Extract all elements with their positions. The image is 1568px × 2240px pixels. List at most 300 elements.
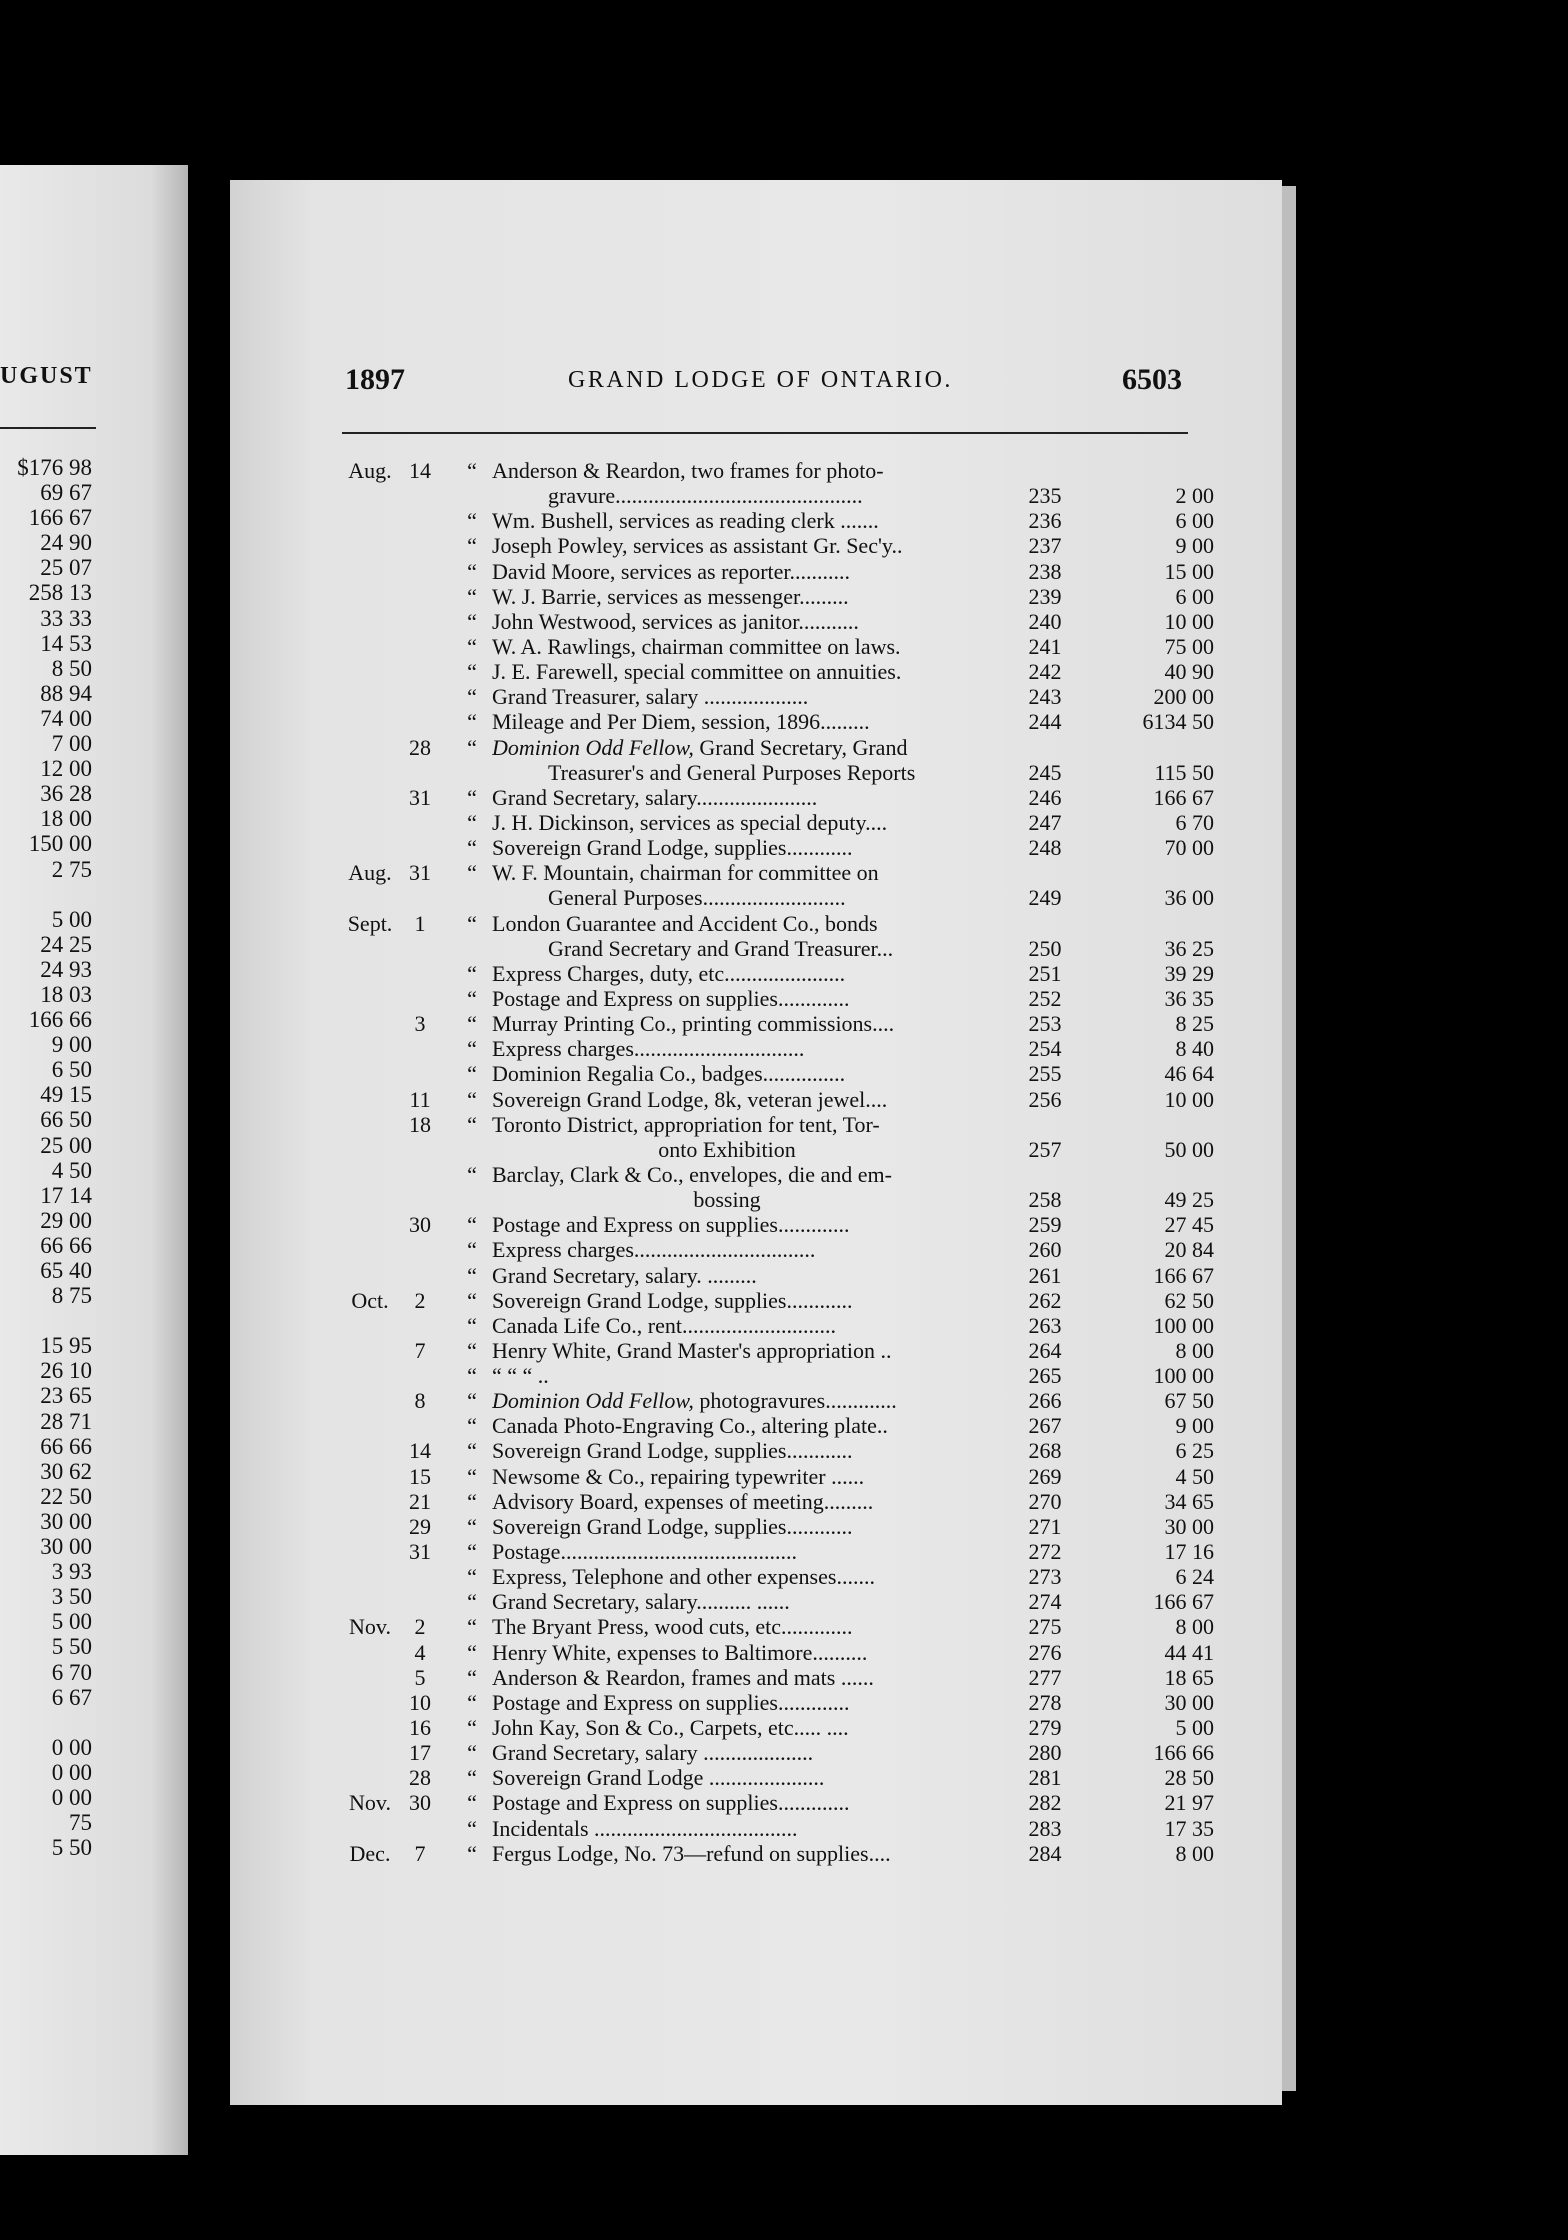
entry-description (492, 559, 1062, 584)
page-gutter (188, 150, 230, 2160)
left-amount: 28 71 (40, 1408, 92, 1434)
ledger-row (230, 1790, 1282, 1815)
ledger-row (230, 1087, 1282, 1112)
entry-voucher-number: 284 (1028, 1840, 1062, 1866)
entry-voucher-number: 269 (1028, 1463, 1062, 1489)
entry-description (492, 1816, 1062, 1841)
entry-day: 1 (414, 910, 426, 936)
entry-amount: 27 45 (1164, 1212, 1214, 1238)
ledger-row (230, 634, 1282, 659)
entry-amount: 15 00 (1164, 558, 1214, 584)
entry-ditto-mark: “ (467, 1388, 477, 1414)
ledger-row (230, 1212, 1282, 1237)
entry-description-text: bossing (693, 1187, 761, 1213)
entry-day: 7 (414, 1840, 426, 1866)
ledger-row (230, 911, 1282, 936)
ledger-row (230, 458, 1282, 483)
ledger-row (230, 735, 1282, 760)
entry-description (492, 1061, 1062, 1086)
left-amount: 5 50 (51, 1634, 92, 1660)
entry-ditto-mark: “ (467, 1513, 477, 1539)
entry-description-text: Express, Telephone and other expenses....... (492, 1564, 875, 1590)
ledger-row (230, 785, 1282, 810)
page-year: 1897 (345, 363, 405, 396)
entry-description-text: Henry White, Grand Master's appropriation .. (492, 1337, 892, 1363)
entry-amount: 6 00 (1175, 583, 1214, 609)
entry-description (492, 1087, 1062, 1112)
entry-description-text: Toronto District, appropriation for tent, Tor- (492, 1111, 880, 1137)
entry-day: 30 (409, 1212, 431, 1238)
ledger-page (230, 180, 1282, 2105)
entry-ditto-mark: “ (467, 558, 477, 584)
entry-description-text: gravure............................................. (548, 483, 863, 509)
entry-ditto-mark: “ (467, 633, 477, 659)
entry-description (492, 1464, 1062, 1489)
ledger-row (230, 1263, 1282, 1288)
left-amount: 30 62 (40, 1458, 92, 1484)
entry-ditto-mark: “ (467, 910, 477, 936)
entry-amount: 18 65 (1164, 1664, 1214, 1690)
entry-voucher-number: 279 (1028, 1715, 1062, 1741)
entry-voucher-number: 243 (1028, 684, 1062, 710)
ledger-row (230, 810, 1282, 835)
left-amount: 17 14 (40, 1182, 92, 1208)
entry-ditto-mark: “ (467, 1664, 477, 1690)
entry-description (492, 1237, 1062, 1262)
entry-amount: 17 16 (1164, 1539, 1214, 1565)
left-amount: 166 66 (28, 1007, 92, 1033)
left-amount: 74 00 (40, 705, 92, 731)
entry-ditto-mark: “ (467, 458, 477, 483)
entry-description-text: Murray Printing Co., printing commissions.... (492, 1011, 895, 1037)
entry-description (492, 1137, 962, 1162)
entry-description (492, 684, 1062, 709)
entry-day: 18 (409, 1111, 431, 1137)
ledger-row (230, 885, 1282, 910)
entry-description (492, 1740, 1062, 1765)
entry-description-text: onto Exhibition (658, 1136, 796, 1162)
entry-voucher-number: 259 (1028, 1212, 1062, 1238)
left-amount: 24 90 (40, 530, 92, 556)
left-amount: 4 50 (51, 1157, 92, 1183)
entry-voucher-number: 244 (1028, 709, 1062, 735)
left-amount: 25 00 (40, 1132, 92, 1158)
entry-ditto-mark: “ (467, 809, 477, 835)
ledger-row (230, 1614, 1282, 1639)
entry-description-text: “ “ “ .. (492, 1363, 549, 1389)
entry-amount: 17 35 (1164, 1815, 1214, 1841)
entry-description-text: General Purposes.......................... (548, 885, 846, 911)
entry-description (492, 1665, 1062, 1690)
entry-voucher-number: 258 (1028, 1187, 1062, 1213)
ledger-row (230, 1740, 1282, 1765)
page-header (230, 363, 1282, 403)
entry-voucher-number: 263 (1028, 1312, 1062, 1338)
left-amount: 65 40 (40, 1258, 92, 1283)
left-amount (17, 1710, 92, 1735)
left-amount: 18 03 (40, 981, 92, 1007)
entry-ditto-mark: “ (467, 1413, 477, 1439)
entry-amount: 10 00 (1164, 1086, 1214, 1112)
entry-description-text: Postage and Express on supplies............. (492, 1790, 850, 1816)
left-amount: 8 50 (51, 655, 92, 681)
left-amount: 5 50 (51, 1835, 92, 1861)
left-page-rule (0, 427, 96, 429)
entry-amount: 6 25 (1175, 1438, 1214, 1464)
entry-description-text: John Westwood, services as janitor........... (492, 608, 859, 634)
entry-ditto-mark: “ (467, 1086, 477, 1112)
ledger-row (230, 559, 1282, 584)
ledger-row (230, 1564, 1282, 1589)
entry-description (492, 1187, 962, 1212)
entry-day: 16 (409, 1715, 431, 1741)
entry-description-text: Postage and Express on supplies............. (492, 985, 850, 1011)
ledger-row (230, 1690, 1282, 1715)
entry-description (492, 1640, 1062, 1665)
entry-amount: 8 00 (1175, 1337, 1214, 1363)
entry-ditto-mark: “ (467, 1840, 477, 1866)
entry-ditto-mark: “ (467, 1061, 477, 1087)
entry-voucher-number: 268 (1028, 1438, 1062, 1464)
entry-description (492, 1564, 1062, 1589)
entry-description-text: Sovereign Grand Lodge, 8k, veteran jewel.... (492, 1086, 888, 1112)
entry-description-text: Grand Secretary, Grand (693, 734, 908, 760)
left-amount: 22 50 (40, 1483, 92, 1509)
entry-ditto-mark: “ (467, 1790, 477, 1816)
left-amount: 14 53 (40, 630, 92, 656)
entry-voucher-number: 267 (1028, 1413, 1062, 1439)
entry-amount: 4 50 (1175, 1463, 1214, 1489)
entry-amount: 100 00 (1153, 1312, 1214, 1338)
entry-description-text: Wm. Bushell, services as reading clerk ....... (492, 508, 879, 534)
left-amount: 258 13 (28, 580, 92, 606)
entry-description-text: Sovereign Grand Lodge ..................... (492, 1765, 825, 1791)
entry-description-text: Postage........................................... (492, 1539, 797, 1565)
entry-description (492, 1514, 1062, 1539)
entry-voucher-number: 245 (1028, 759, 1062, 785)
entry-day: 30 (409, 1790, 431, 1816)
left-amount: 7 00 (51, 731, 92, 757)
entry-amount: 6 00 (1175, 508, 1214, 534)
left-amount: 9 00 (51, 1032, 92, 1058)
left-amount: 33 33 (40, 605, 92, 631)
ledger-row (230, 1589, 1282, 1614)
entry-description (492, 1539, 1062, 1564)
left-amount: 29 00 (40, 1207, 92, 1233)
entry-amount: 36 00 (1164, 885, 1214, 911)
entry-description (492, 835, 1062, 860)
entry-description (492, 659, 1062, 684)
ledger-row (230, 1187, 1282, 1212)
left-amount: 5 00 (51, 906, 92, 932)
entry-ditto-mark: “ (467, 1312, 477, 1338)
entry-amount: 10 00 (1164, 608, 1214, 634)
entry-day: 29 (409, 1513, 431, 1539)
entry-day: 14 (409, 1438, 431, 1464)
left-amount: 24 93 (40, 956, 92, 982)
entry-description-text: Canada Life Co., rent............................ (492, 1312, 836, 1338)
ledger-row (230, 508, 1282, 533)
left-amount: 75 (69, 1810, 92, 1836)
entry-voucher-number: 238 (1028, 558, 1062, 584)
entry-description-text: Incidentals ..................................... (492, 1815, 798, 1841)
entry-description-text: The Bryant Press, wood cuts, etc............. (492, 1614, 853, 1640)
entry-amount: 21 97 (1164, 1790, 1214, 1816)
entry-amount: 67 50 (1164, 1388, 1214, 1414)
entry-voucher-number: 283 (1028, 1815, 1062, 1841)
entry-description (492, 1036, 1062, 1061)
left-amount: 8 75 (51, 1283, 92, 1309)
entry-ditto-mark: “ (467, 533, 477, 559)
ledger-row (230, 1237, 1282, 1262)
entry-ditto-mark: “ (467, 734, 477, 760)
entry-description (492, 1011, 1062, 1036)
entry-amount: 8 40 (1175, 1036, 1214, 1062)
entry-day: 28 (409, 1765, 431, 1791)
entry-publication-title: Dominion Odd Fellow, (492, 734, 694, 760)
entry-month: Sept. (347, 910, 393, 936)
left-amount: 30 00 (40, 1534, 92, 1560)
entry-day: 31 (409, 860, 431, 886)
entry-voucher-number: 240 (1028, 608, 1062, 634)
entry-ditto-mark: “ (467, 583, 477, 609)
entry-ditto-mark: “ (467, 1815, 477, 1841)
entry-voucher-number: 257 (1028, 1136, 1062, 1162)
entry-voucher-number: 255 (1028, 1061, 1062, 1087)
entry-voucher-number: 236 (1028, 508, 1062, 534)
entry-amount: 39 29 (1164, 960, 1214, 986)
ledger-row (230, 1162, 1282, 1187)
entry-day: 2 (414, 1614, 426, 1640)
left-amount (17, 1308, 92, 1333)
entry-amount: 166 67 (1153, 1589, 1214, 1615)
entry-voucher-number: 271 (1028, 1513, 1062, 1539)
entry-amount: 8 00 (1175, 1614, 1214, 1640)
ledger-row (230, 1539, 1282, 1564)
left-amount: 66 66 (40, 1232, 92, 1258)
entry-voucher-number: 272 (1028, 1539, 1062, 1565)
ledger-row (230, 1489, 1282, 1514)
left-amount: 69 67 (40, 480, 92, 506)
entry-description (492, 1715, 1062, 1740)
entry-description (492, 1589, 1062, 1614)
left-amount: 25 07 (40, 555, 92, 581)
entry-day: 8 (414, 1388, 426, 1414)
ledger-row (230, 860, 1282, 885)
entry-description-text: Barclay, Clark & Co., envelopes, die and em- (492, 1161, 892, 1187)
ledger-row (230, 1036, 1282, 1061)
entry-description-text: Newsome & Co., repairing typewriter ...... (492, 1463, 865, 1489)
entry-description-text: photogravures............. (693, 1388, 897, 1414)
entry-description (492, 810, 1062, 835)
entry-amount: 46 64 (1164, 1061, 1214, 1087)
entry-ditto-mark: “ (467, 1488, 477, 1514)
entry-description (492, 986, 1062, 1011)
entry-description (492, 961, 1062, 986)
entry-voucher-number: 277 (1028, 1664, 1062, 1690)
left-amount: 24 25 (40, 931, 92, 957)
entry-amount: 115 50 (1154, 759, 1214, 785)
entry-ditto-mark: “ (467, 1715, 477, 1741)
entry-ditto-mark: “ (467, 1287, 477, 1313)
left-amount: 23 65 (40, 1383, 92, 1409)
entry-amount: 8 25 (1175, 1011, 1214, 1037)
entry-description (492, 1313, 1062, 1338)
left-page-amounts (17, 455, 92, 1860)
entry-publication-title: Dominion Odd Fellow, (492, 1388, 694, 1414)
entry-description-text: W. A. Rawlings, chairman committee on laws. (492, 633, 901, 659)
left-amount: 2 75 (51, 856, 92, 882)
entry-description (492, 1690, 1062, 1715)
left-amount: 66 66 (40, 1433, 92, 1459)
entry-description (492, 634, 1062, 659)
entry-ditto-mark: “ (467, 1337, 477, 1363)
entry-voucher-number: 237 (1028, 533, 1062, 559)
entry-voucher-number: 242 (1028, 659, 1062, 685)
entry-description (492, 1438, 1062, 1463)
entry-day: 4 (414, 1639, 426, 1665)
page-title: GRAND LODGE OF ONTARIO. (568, 367, 953, 393)
entry-ditto-mark: “ (467, 659, 477, 685)
entry-description-text: London Guarantee and Accident Co., bonds (492, 910, 878, 936)
entry-description (492, 1363, 1062, 1388)
entry-description-text: W. F. Mountain, chairman for committee on (492, 860, 879, 886)
entry-day: 31 (409, 784, 431, 810)
entry-amount: 166 66 (1153, 1740, 1214, 1766)
entry-description (492, 533, 1062, 558)
entry-ditto-mark: “ (467, 508, 477, 534)
entry-month: Oct. (351, 1287, 389, 1313)
ledger-row (230, 760, 1282, 785)
ledger-row (230, 1464, 1282, 1489)
left-amount: 26 10 (40, 1358, 92, 1384)
entry-description-text: Sovereign Grand Lodge, supplies............ (492, 1287, 853, 1313)
entry-voucher-number: 278 (1028, 1689, 1062, 1715)
entry-voucher-number: 265 (1028, 1363, 1062, 1389)
entry-day: 17 (409, 1740, 431, 1766)
entry-description (492, 1790, 1062, 1815)
entry-amount: 2 00 (1175, 483, 1214, 509)
entry-description (492, 1112, 1062, 1137)
left-amount: 0 00 (51, 1759, 92, 1785)
entry-ditto-mark: “ (467, 1111, 477, 1137)
header-rule (342, 432, 1188, 434)
left-amount: 3 50 (51, 1584, 92, 1610)
ledger-row (230, 659, 1282, 684)
entry-ditto-mark: “ (467, 1011, 477, 1037)
ledger-row (230, 936, 1282, 961)
entry-ditto-mark: “ (467, 860, 477, 886)
entry-voucher-number: 280 (1028, 1740, 1062, 1766)
entry-day: 5 (414, 1664, 426, 1690)
left-amount: 0 00 (51, 1784, 92, 1810)
left-amount: 6 50 (51, 1057, 92, 1083)
entry-voucher-number: 248 (1028, 835, 1062, 861)
left-amount: 6 67 (51, 1684, 92, 1710)
entry-description-text: Grand Secretary and Grand Treasurer... (548, 935, 894, 961)
entry-ditto-mark: “ (467, 1363, 477, 1389)
entry-ditto-mark: “ (467, 1262, 477, 1288)
entry-description-text: Grand Secretary, salary .................... (492, 1740, 814, 1766)
entry-description-text: Anderson & Reardon, two frames for photo- (492, 458, 884, 483)
ledger-row (230, 1363, 1282, 1388)
ledger-row (230, 1640, 1282, 1665)
entry-day: 3 (414, 1011, 426, 1037)
ledger-row (230, 1514, 1282, 1539)
entry-amount: 9 00 (1175, 533, 1214, 559)
entry-description-text: Fergus Lodge, No. 73—refund on supplies.... (492, 1840, 891, 1866)
entry-voucher-number: 239 (1028, 583, 1062, 609)
entry-description-text: Express Charges, duty, etc...................... (492, 960, 846, 986)
entry-description (492, 458, 1062, 483)
entry-voucher-number: 264 (1028, 1337, 1062, 1363)
page-number: 6503 (1122, 363, 1182, 396)
entry-description (492, 735, 1062, 760)
entry-description (492, 1212, 1062, 1237)
entry-description (492, 1765, 1062, 1790)
left-amount: 15 95 (40, 1333, 92, 1359)
entry-ditto-mark: “ (467, 1614, 477, 1640)
ledger-entries (230, 458, 1282, 1866)
entry-description (492, 911, 1062, 936)
ledger-row (230, 961, 1282, 986)
entry-amount: 9 00 (1175, 1413, 1214, 1439)
left-amount: 30 00 (40, 1508, 92, 1534)
entry-description-text: David Moore, services as reporter........... (492, 558, 851, 584)
entry-description (492, 584, 1062, 609)
entry-description-text: Henry White, expenses to Baltimore.......... (492, 1639, 868, 1665)
entry-amount: 6 70 (1175, 809, 1214, 835)
entry-voucher-number: 249 (1028, 885, 1062, 911)
entry-month: Aug. (348, 458, 392, 483)
entry-month: Dec. (349, 1840, 391, 1866)
entry-voucher-number: 260 (1028, 1237, 1062, 1263)
entry-description (492, 709, 1062, 734)
left-amount: 150 00 (28, 831, 92, 857)
left-amount: 36 28 (40, 781, 92, 807)
entry-amount: 200 00 (1153, 684, 1214, 710)
entry-amount: 28 50 (1164, 1765, 1214, 1791)
entry-amount: 50 00 (1164, 1136, 1214, 1162)
entry-voucher-number: 250 (1028, 935, 1062, 961)
left-amount: 5 00 (51, 1609, 92, 1635)
entry-voucher-number: 247 (1028, 809, 1062, 835)
left-amount: 0 00 (51, 1734, 92, 1760)
left-page (0, 165, 188, 2155)
entry-voucher-number: 251 (1028, 960, 1062, 986)
ledger-row (230, 1338, 1282, 1363)
entry-day: 21 (409, 1488, 431, 1514)
entry-ditto-mark: “ (467, 1212, 477, 1238)
entry-description-text: Treasurer's and General Purposes Reports (548, 759, 916, 785)
entry-amount: 34 65 (1164, 1488, 1214, 1514)
entry-description-text: Grand Secretary, salary...................... (492, 784, 818, 810)
ledger-row (230, 684, 1282, 709)
entry-description (492, 1489, 1062, 1514)
entry-description-text: Sovereign Grand Lodge, supplies............ (492, 1513, 853, 1539)
entry-voucher-number: 266 (1028, 1388, 1062, 1414)
entry-amount: 30 00 (1164, 1513, 1214, 1539)
entry-voucher-number: 276 (1028, 1639, 1062, 1665)
entry-ditto-mark: “ (467, 1036, 477, 1062)
entry-voucher-number: 256 (1028, 1086, 1062, 1112)
entry-amount: 5 00 (1175, 1715, 1214, 1741)
left-amount: 88 94 (40, 680, 92, 706)
ledger-row (230, 483, 1282, 508)
entry-ditto-mark: “ (467, 1237, 477, 1263)
entry-description-text: Grand Secretary, salary. ......... (492, 1262, 757, 1288)
entry-ditto-mark: “ (467, 1564, 477, 1590)
